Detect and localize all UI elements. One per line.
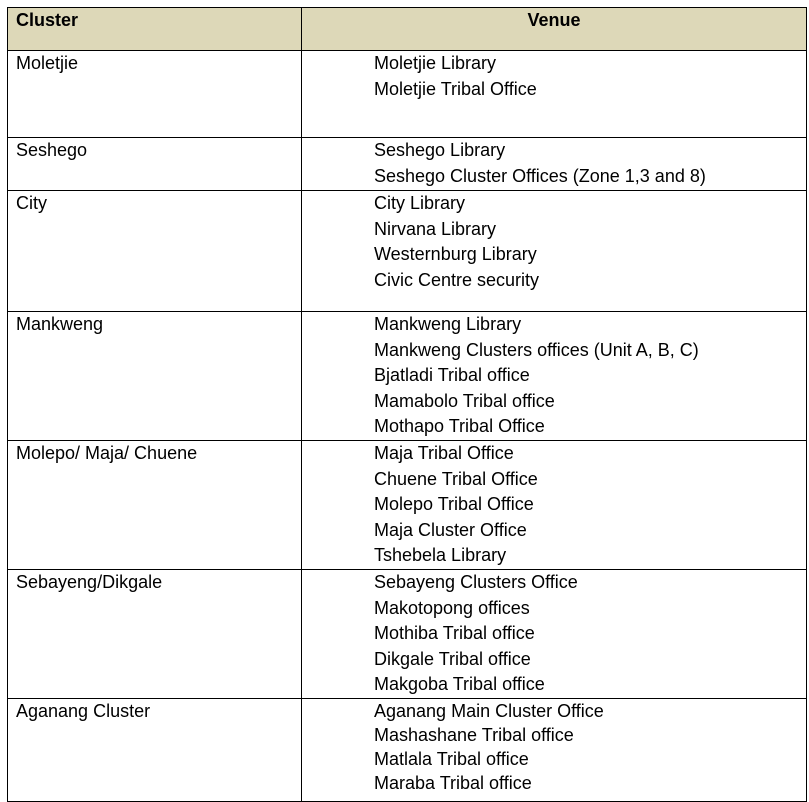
venue-item: Maja Tribal Office bbox=[374, 443, 514, 463]
venue-item: Mothiba Tribal office bbox=[374, 623, 535, 644]
cluster-column-header: Cluster bbox=[8, 8, 302, 51]
venue-item: Mankweng Library bbox=[374, 314, 522, 334]
table-row bbox=[8, 441, 807, 570]
table-row bbox=[8, 191, 807, 312]
venue-item: Tshebela Library bbox=[374, 545, 507, 566]
table-row bbox=[8, 312, 807, 441]
venue-item: Makgoba Tribal office bbox=[374, 674, 545, 695]
venue-list bbox=[302, 312, 807, 441]
venue-item: City Library bbox=[374, 193, 466, 213]
venue-item: Seshego Cluster Offices (Zone 1,3 and 8) bbox=[374, 165, 706, 186]
cluster-name: Seshego bbox=[8, 138, 302, 191]
venue-item: Aganang Main Cluster Office bbox=[374, 701, 604, 721]
venue-list bbox=[302, 138, 807, 191]
table-row bbox=[8, 51, 807, 138]
venue-item: Chuene Tribal Office bbox=[374, 468, 538, 489]
venue-item: Matlala Tribal office bbox=[374, 749, 529, 769]
venue-list bbox=[302, 441, 807, 570]
venue-item: Bjatladi Tribal office bbox=[374, 365, 530, 386]
cluster-name: Molepo/ Maja/ Chuene bbox=[8, 441, 302, 570]
venue-item: Mothapo Tribal Office bbox=[374, 416, 545, 437]
venue-list bbox=[302, 51, 807, 138]
venue-list bbox=[302, 699, 807, 802]
venue-item: Moletjie Tribal Office bbox=[374, 78, 537, 99]
table-row bbox=[8, 570, 807, 699]
venue-item: Civic Centre security bbox=[374, 269, 540, 290]
venue-item: Maja Cluster Office bbox=[374, 519, 527, 540]
venue-item: Maraba Tribal office bbox=[374, 773, 532, 793]
cluster-name: City bbox=[8, 191, 302, 312]
venue-item: Moletjie Library bbox=[374, 53, 497, 73]
venue-item: Nirvana Library bbox=[374, 218, 497, 239]
venue-item: Seshego Library bbox=[374, 140, 506, 160]
venue-item: Westernburg Library bbox=[374, 244, 537, 265]
table-header-row bbox=[8, 8, 807, 51]
table-row bbox=[8, 699, 807, 802]
cluster-name: Moletjie bbox=[8, 51, 302, 138]
venue-list bbox=[302, 191, 807, 312]
cluster-name: Sebayeng/Dikgale bbox=[8, 570, 302, 699]
venue-column-header: Venue bbox=[302, 8, 807, 51]
venue-item: Mankweng Clusters offices (Unit A, B, C) bbox=[374, 339, 699, 360]
venue-item: Mashashane Tribal office bbox=[374, 725, 574, 745]
table-row bbox=[8, 138, 807, 191]
venue-item: Molepo Tribal Office bbox=[374, 494, 534, 515]
cluster-venue-table bbox=[7, 7, 807, 802]
venue-item: Sebayeng Clusters Office bbox=[374, 572, 578, 592]
venue-item: Makotopong offices bbox=[374, 597, 530, 618]
venue-item: Mamabolo Tribal office bbox=[374, 390, 555, 411]
venue-item: Dikgale Tribal office bbox=[374, 648, 531, 669]
venue-list bbox=[302, 570, 807, 699]
cluster-name: Aganang Cluster bbox=[8, 699, 302, 802]
cluster-name: Mankweng bbox=[8, 312, 302, 441]
